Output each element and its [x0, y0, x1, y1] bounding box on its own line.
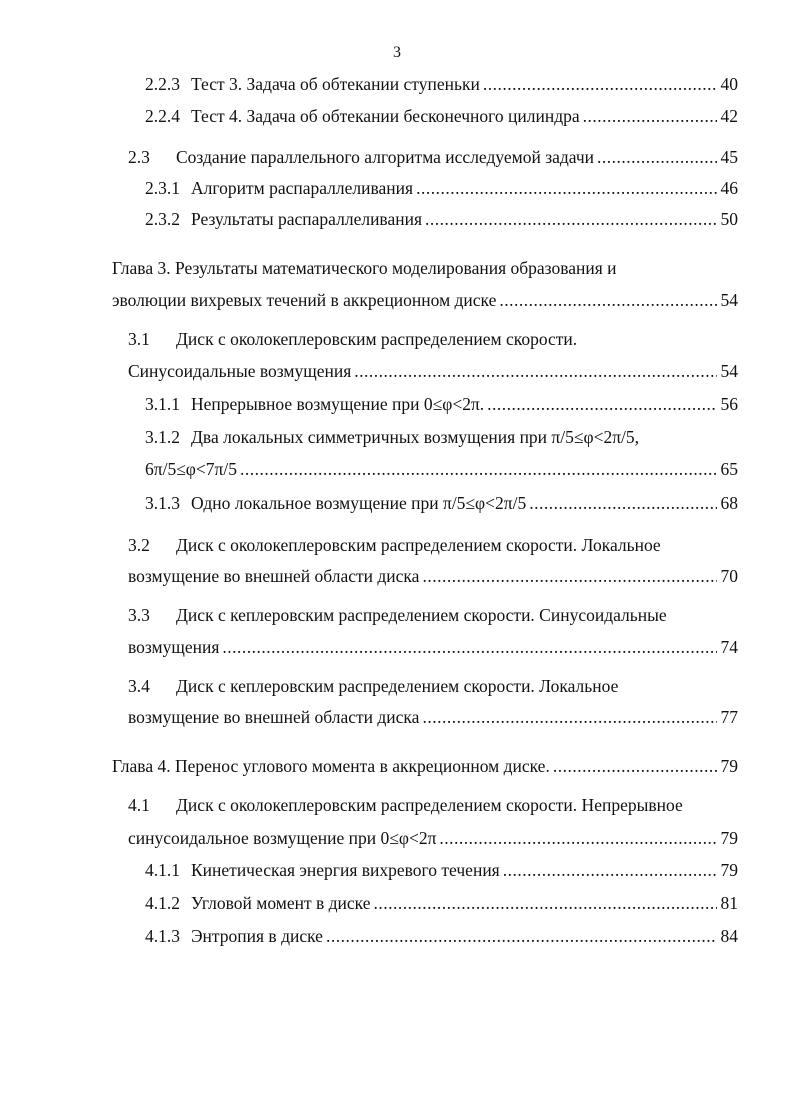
toc-number: 4.1.1 — [145, 860, 180, 880]
toc-page: 50 — [720, 209, 738, 229]
toc-number: 2.3.2 — [145, 209, 180, 229]
toc-page: 45 — [720, 147, 738, 167]
toc-number: 3.2 — [128, 535, 150, 555]
toc-page: 84 — [720, 926, 738, 946]
toc-entry-2-3-1 — [145, 178, 738, 199]
toc-page: 40 — [720, 74, 738, 94]
toc-number: 3.4 — [128, 676, 150, 696]
toc-page: 65 — [720, 459, 738, 479]
toc-number: 3.1 — [128, 329, 150, 349]
toc-page: 68 — [720, 493, 738, 513]
toc-entry-2-2-3 — [145, 74, 738, 95]
toc-entry-3-4 — [128, 707, 738, 728]
toc-title: синусоидальное возмущение при 0≤φ<2π — [128, 828, 437, 848]
toc-number: 2.2.3 — [145, 74, 180, 94]
toc-chapter-3-line1: Глава 3. Результаты математического моделирования образования и — [112, 258, 617, 278]
toc-number: 3.1.2 — [145, 427, 180, 447]
toc-title: Диск с кеплеровским распределением скорости. Локальное — [176, 676, 619, 696]
toc-entry-4-1-3 — [145, 926, 738, 947]
toc-entry-3-2-line1 — [128, 535, 661, 556]
toc-entry-3-1-3 — [145, 493, 738, 514]
toc-page: 74 — [720, 637, 738, 657]
toc-title: Диск с кеплеровским распределением скорости. Синусоидальные — [176, 605, 667, 625]
toc-title: Диск с околокеплеровским распределением скорости. Локальное — [176, 535, 661, 555]
toc-title: Угловой момент в диске — [191, 893, 371, 913]
toc-entry-3-1-2 — [145, 459, 738, 480]
toc-leader — [529, 493, 716, 514]
toc-leader — [439, 828, 716, 849]
toc-number: 4.1.3 — [145, 926, 180, 946]
toc-leader — [425, 209, 716, 230]
toc-title: Результаты распараллеливания — [191, 209, 423, 229]
toc-number: 4.1.2 — [145, 893, 180, 913]
toc-title: Диск с околокеплеровским распределением скорости. Непрерывное — [176, 795, 683, 815]
toc-leader — [583, 106, 717, 127]
toc-number: 4.1 — [128, 795, 150, 815]
toc-leader — [422, 566, 716, 587]
toc-page: 79 — [720, 828, 738, 848]
toc-entry-3-1-2-line1 — [145, 427, 639, 448]
toc-entry-4-1-line1 — [128, 795, 683, 816]
toc-page: 81 — [720, 893, 738, 913]
toc-page: 42 — [720, 106, 738, 126]
toc-page: 46 — [720, 178, 738, 198]
toc-leader — [487, 394, 716, 415]
toc-entry-4-1 — [128, 828, 738, 849]
toc-title: Тест 3. Задача об обтекании ступеньки — [191, 74, 480, 94]
toc-number: 2.3.1 — [145, 178, 180, 198]
toc-title: 6π/5≤φ<7π/5 — [145, 459, 237, 479]
toc-leader — [222, 637, 716, 658]
toc-title: Непрерывное возмущение при 0≤φ<2π. — [191, 394, 485, 414]
toc-leader — [240, 459, 717, 480]
toc-entry-3-4-line1 — [128, 676, 618, 697]
toc-title: эволюции вихревых течений в аккреционном диске — [112, 290, 497, 310]
toc-title: Одно локальное возмущение при π/5≤φ<2π/5 — [191, 493, 527, 513]
toc-page: 70 — [720, 566, 738, 586]
toc-entry-chapter-3 — [112, 290, 738, 311]
toc-entry-3-1-line1 — [128, 329, 577, 350]
toc-page: 56 — [720, 394, 738, 414]
toc-title: возмущение во внешней области диска — [128, 566, 420, 586]
toc-title: Два локальных симметричных возмущения при π/5≤φ<2π/5, — [191, 427, 640, 447]
toc-number: 2.3 — [128, 147, 150, 167]
toc-title: Алгоритм распараллеливания — [191, 178, 414, 198]
toc-entry-2-3-2 — [145, 209, 738, 230]
toc-leader — [553, 756, 717, 777]
toc-entry-chapter-4 — [112, 756, 738, 777]
toc-title: Синусоидальные возмущения — [128, 361, 352, 381]
toc-entry-3-3 — [128, 637, 738, 658]
toc-page: 79 — [720, 860, 738, 880]
toc-entry-3-2 — [128, 566, 738, 587]
toc-entry-2-2-4 — [145, 106, 738, 127]
toc-title: возмущение во внешней области диска — [128, 707, 420, 727]
toc-leader — [416, 178, 716, 199]
toc-page: 54 — [720, 361, 738, 381]
toc-page: 54 — [720, 290, 738, 310]
toc-title: Тест 4. Задача об обтекании бесконечного цилиндра — [191, 106, 580, 126]
toc-leader — [483, 74, 717, 95]
toc-title: возмущения — [128, 637, 220, 657]
toc-leader — [422, 707, 716, 728]
toc-number: 2.2.4 — [145, 106, 180, 126]
toc-leader — [499, 290, 716, 311]
toc-entry-2-3 — [128, 147, 738, 168]
toc-title: Кинетическая энергия вихревого течения — [191, 860, 500, 880]
toc-title: Создание параллельного алгоритма исследуемой задачи — [176, 147, 595, 167]
toc-entry-3-1 — [128, 361, 738, 382]
toc-leader — [374, 893, 717, 914]
page-number: 3 — [393, 44, 401, 61]
toc-leader — [354, 361, 716, 382]
toc-leader — [597, 147, 716, 168]
toc-page: 77 — [720, 707, 738, 727]
toc-title: Глава 4. Перенос углового момента в аккреционном диске. — [112, 756, 550, 776]
toc-entry-4-1-1 — [145, 860, 738, 881]
toc-entry-4-1-2 — [145, 893, 738, 914]
toc-number: 3.3 — [128, 605, 150, 625]
toc-leader — [326, 926, 717, 947]
toc-entry-3-3-line1 — [128, 605, 667, 626]
toc-title: Диск с околокеплеровским распределением скорости. — [176, 329, 578, 349]
toc-page: 79 — [720, 756, 738, 776]
toc-title: Энтропия в диске — [191, 926, 323, 946]
toc-number: 3.1.1 — [145, 394, 180, 414]
toc-entry-3-1-1 — [145, 394, 738, 415]
toc-number: 3.1.3 — [145, 493, 180, 513]
toc-leader — [503, 860, 717, 881]
